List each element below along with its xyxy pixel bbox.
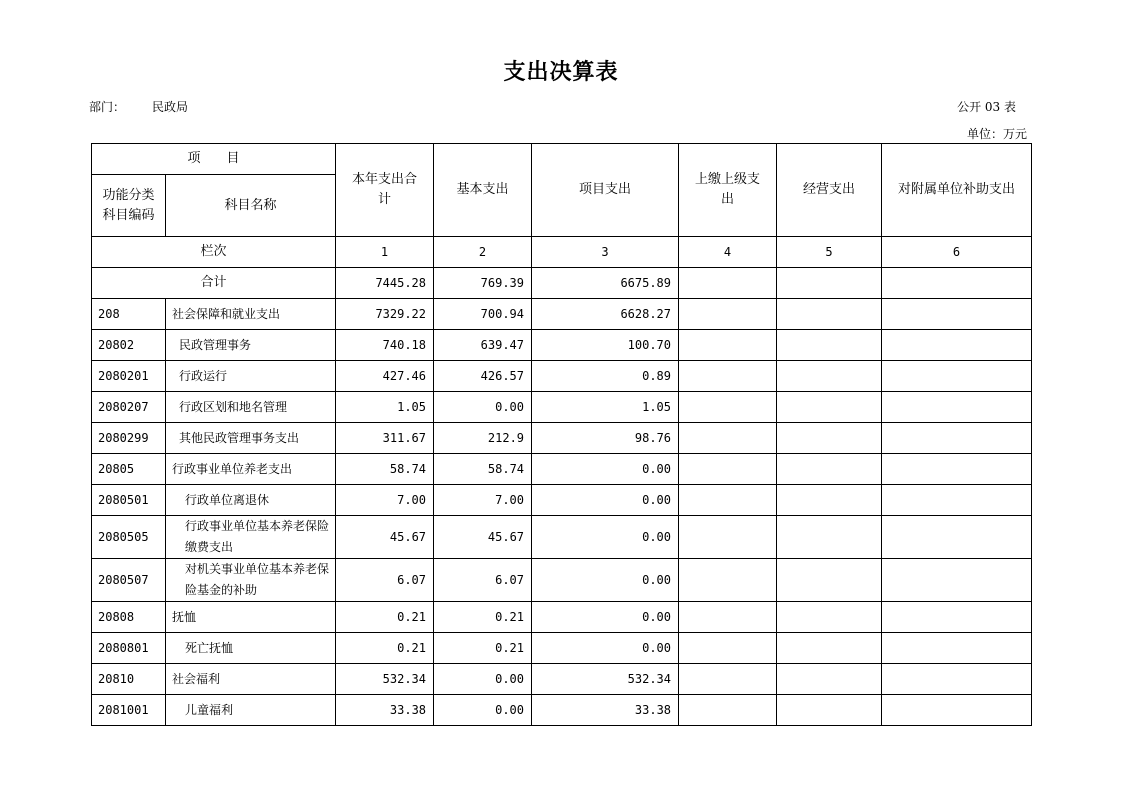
row-value-1: 427.46 [336,361,434,392]
table-row [92,485,1032,516]
total-label: 合计 [92,268,336,299]
row-value-1: 532.34 [336,664,434,695]
header-col-basic: 基本支出 [434,144,532,237]
row-value-1: 740.18 [336,330,434,361]
table-row [92,602,1032,633]
row-value-2: 58.74 [434,454,532,485]
row-value-2: 212.9 [434,423,532,454]
row-value-3: 0.00 [532,559,679,602]
column-index-label: 栏次 [92,237,336,268]
header-col-total: 本年支出合计 [336,144,434,237]
row-value-4 [679,602,777,633]
total-value-2: 769.39 [434,268,532,299]
header-row-1 [92,144,1032,175]
row-value-6 [882,454,1032,485]
row-subject-name: 行政事业单位养老支出 [166,454,336,485]
total-value-5 [777,268,882,299]
row-value-4 [679,361,777,392]
row-value-5 [777,664,882,695]
row-value-6 [882,695,1032,726]
row-code: 20805 [92,454,166,485]
row-code: 20810 [92,664,166,695]
row-value-5 [777,602,882,633]
table-row [92,516,1032,559]
row-value-3: 0.00 [532,516,679,559]
row-value-1: 7.00 [336,485,434,516]
row-value-2: 6.07 [434,559,532,602]
row-subject-name: 对机关事业单位基本养老保险基金的补助 [166,559,336,602]
row-value-5 [777,633,882,664]
row-value-3: 0.89 [532,361,679,392]
total-value-3: 6675.89 [532,268,679,299]
header-func-code: 功能分类科目编码 [92,175,166,237]
row-value-6 [882,299,1032,330]
total-value-4 [679,268,777,299]
row-value-2: 0.21 [434,633,532,664]
row-value-2: 700.94 [434,299,532,330]
row-code: 2080299 [92,423,166,454]
row-code: 2080501 [92,485,166,516]
column-index-5: 5 [777,237,882,268]
row-value-5 [777,392,882,423]
row-value-5 [777,423,882,454]
column-index-3: 3 [532,237,679,268]
row-value-2: 0.00 [434,695,532,726]
row-code: 2080201 [92,361,166,392]
row-code: 2080207 [92,392,166,423]
row-value-6 [882,485,1032,516]
page-title: 支出决算表 [503,60,619,85]
row-subject-name: 行政区划和地名管理 [166,392,336,423]
row-value-5 [777,330,882,361]
row-subject-name: 其他民政管理事务支出 [166,423,336,454]
row-value-1: 7329.22 [336,299,434,330]
total-value-6 [882,268,1032,299]
header-subject-name: 科目名称 [166,175,336,237]
row-value-6 [882,516,1032,559]
department [89,98,188,115]
row-value-6 [882,423,1032,454]
row-value-1: 1.05 [336,392,434,423]
row-value-5 [777,559,882,602]
row-value-4 [679,330,777,361]
header-item: 项 目 [92,144,336,175]
row-value-6 [882,664,1032,695]
table-row [92,361,1032,392]
row-value-3: 33.38 [532,695,679,726]
row-subject-name: 死亡抚恤 [166,633,336,664]
row-subject-name: 民政管理事务 [166,330,336,361]
header-col-operating: 经营支出 [777,144,882,237]
column-index-2: 2 [434,237,532,268]
row-value-2: 45.67 [434,516,532,559]
row-value-1: 0.21 [336,602,434,633]
row-value-6 [882,330,1032,361]
table-row [92,392,1032,423]
row-value-2: 7.00 [434,485,532,516]
row-subject-name: 抚恤 [166,602,336,633]
row-value-2: 639.47 [434,330,532,361]
row-value-3: 0.00 [532,454,679,485]
row-code: 2081001 [92,695,166,726]
row-value-5 [777,361,882,392]
row-subject-name: 儿童福利 [166,695,336,726]
row-value-5 [777,695,882,726]
header-col-upper: 上缴上级支出 [679,144,777,237]
row-value-3: 98.76 [532,423,679,454]
expenditure-table [91,143,1032,726]
header-col-project: 项目支出 [532,144,679,237]
row-value-1: 45.67 [336,516,434,559]
row-value-3: 0.00 [532,633,679,664]
row-value-4 [679,516,777,559]
column-index-row [92,237,1032,268]
row-value-2: 0.21 [434,602,532,633]
row-value-4 [679,559,777,602]
row-value-3: 0.00 [532,485,679,516]
row-code: 2080801 [92,633,166,664]
department-name: 民政局 [152,100,189,114]
row-value-3: 1.05 [532,392,679,423]
row-value-4 [679,664,777,695]
row-value-6 [882,559,1032,602]
table-row [92,664,1032,695]
row-code: 2080505 [92,516,166,559]
column-index-6: 6 [882,237,1032,268]
row-code: 2080507 [92,559,166,602]
row-value-1: 33.38 [336,695,434,726]
row-value-6 [882,392,1032,423]
row-subject-name: 行政事业单位基本养老保险缴费支出 [166,516,336,559]
row-subject-name: 社会保障和就业支出 [166,299,336,330]
row-value-3: 0.00 [532,602,679,633]
row-value-5 [777,516,882,559]
row-subject-name: 社会福利 [166,664,336,695]
row-value-5 [777,299,882,330]
header-col-subsidy: 对附属单位补助支出 [882,144,1032,237]
row-value-4 [679,423,777,454]
row-value-1: 311.67 [336,423,434,454]
table-row [92,423,1032,454]
row-subject-name: 行政单位离退休 [166,485,336,516]
row-value-1: 58.74 [336,454,434,485]
table-row [92,695,1032,726]
row-value-4 [679,454,777,485]
row-value-3: 100.70 [532,330,679,361]
row-subject-name: 行政运行 [166,361,336,392]
table-row [92,299,1032,330]
table-row [92,633,1032,664]
form-number: 公开 03 表 [957,100,1016,114]
row-value-6 [882,602,1032,633]
row-value-2: 0.00 [434,392,532,423]
row-value-4 [679,485,777,516]
row-code: 20802 [92,330,166,361]
row-value-2: 426.57 [434,361,532,392]
row-value-6 [882,361,1032,392]
row-value-3: 6628.27 [532,299,679,330]
row-value-2: 0.00 [434,664,532,695]
row-value-3: 532.34 [532,664,679,695]
row-value-4 [679,299,777,330]
row-value-1: 0.21 [336,633,434,664]
row-value-4 [679,633,777,664]
table-row [92,454,1032,485]
table-row [92,330,1032,361]
row-value-1: 6.07 [336,559,434,602]
table-row [92,559,1032,602]
row-value-4 [679,695,777,726]
row-value-6 [882,633,1032,664]
row-value-5 [777,454,882,485]
row-value-5 [777,485,882,516]
row-code: 208 [92,299,166,330]
total-value-1: 7445.28 [336,268,434,299]
department-label: 部门： [89,100,126,114]
unit-label: 单位：万元 [966,127,1027,141]
column-index-4: 4 [679,237,777,268]
column-index-1: 1 [336,237,434,268]
row-value-4 [679,392,777,423]
row-code: 20808 [92,602,166,633]
total-row [92,268,1032,299]
